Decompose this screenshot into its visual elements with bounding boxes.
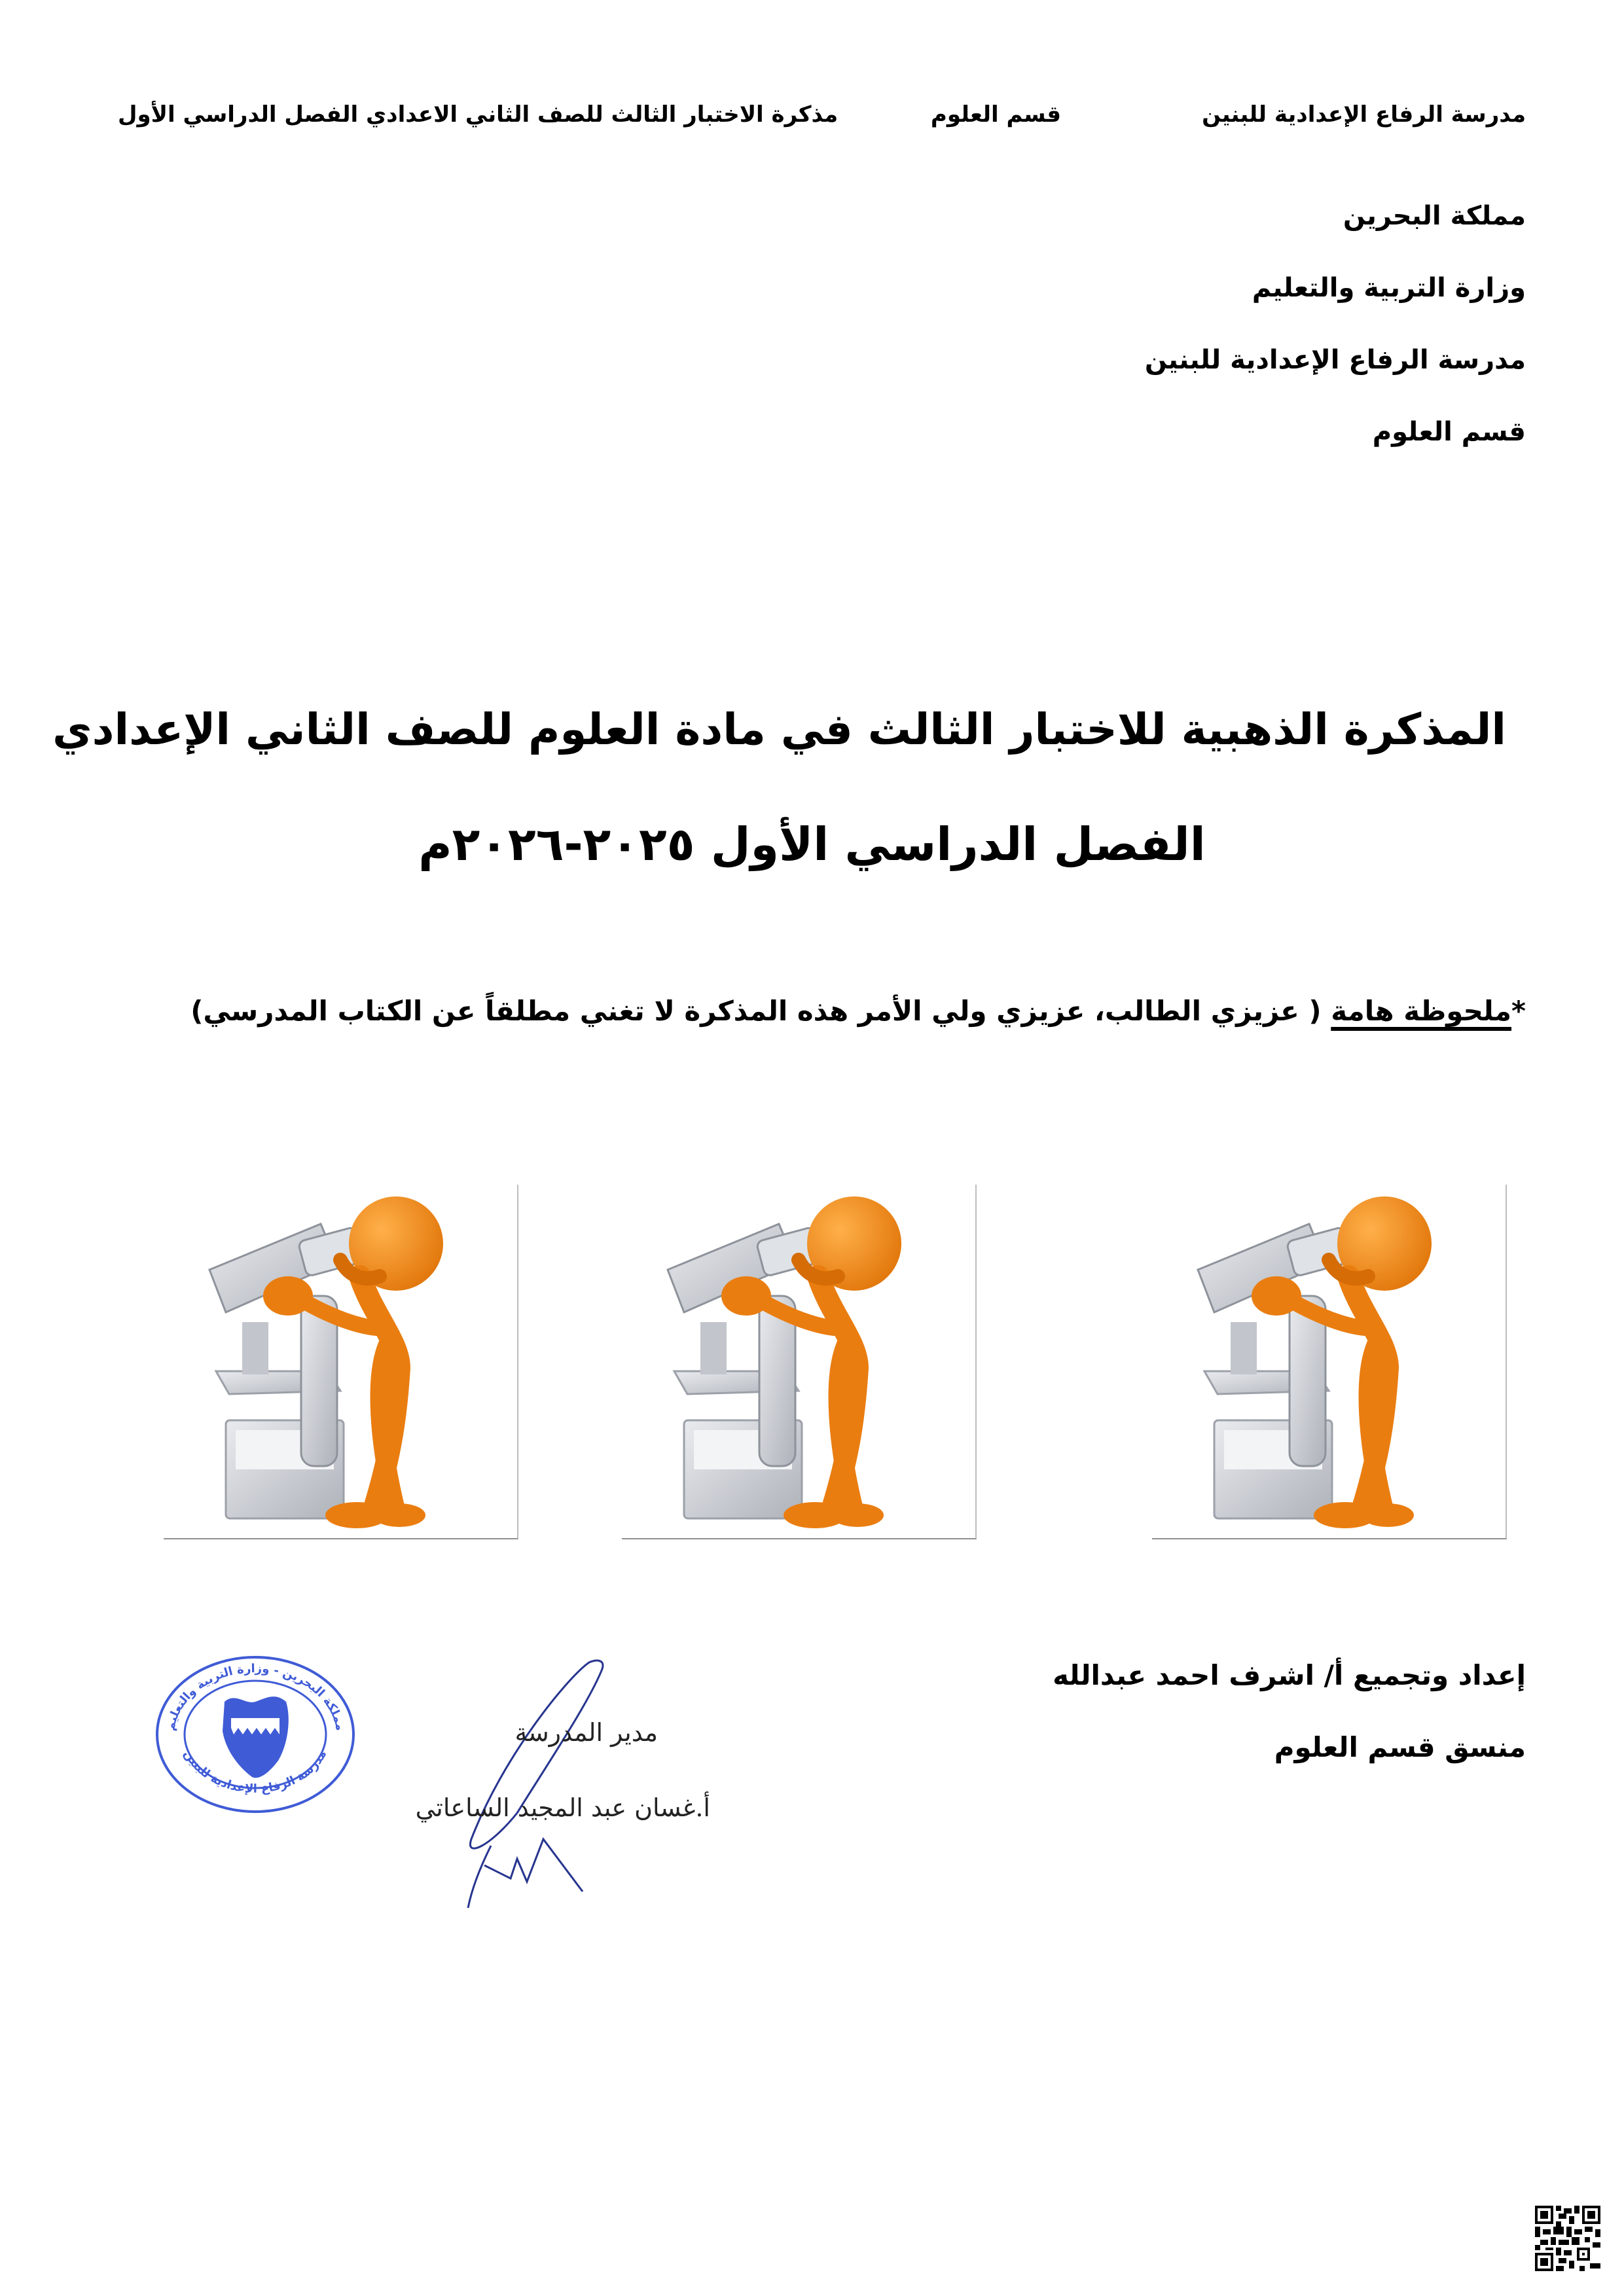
microscope-figure-icon xyxy=(164,1185,517,1538)
illustration-center xyxy=(622,1185,977,1539)
address-department: قسم العلوم xyxy=(1372,417,1526,447)
qr-code-icon xyxy=(1535,2206,1600,2271)
important-note xyxy=(190,988,1526,1034)
page-title: المذكرة الذهبية للاختبار الثالث في مادة العلوم للصف الثاني الإعدادي xyxy=(52,704,1506,755)
stamp-text-top: مملكة البحرين - وزارة التربية والتعليم xyxy=(163,1661,348,1732)
illustration-right xyxy=(1152,1185,1507,1539)
school-stamp xyxy=(147,1646,370,1820)
header-department: قسم العلوم xyxy=(930,101,1061,128)
prepared-by: إعداد وتجميع أ/ اشرف احمد عبدالله xyxy=(1053,1659,1526,1691)
address-country: مملكة البحرين xyxy=(1343,201,1526,231)
principal-name: أ.غسان عبد المجيد الساعاتي xyxy=(415,1793,710,1822)
microscope-figure-icon xyxy=(622,1185,975,1538)
bahrain-emblem-stamp-icon xyxy=(147,1646,370,1820)
illustration-left xyxy=(164,1185,518,1539)
stamp-text-bottom: مدرسة الرفاع الإعدادية للبنين xyxy=(181,1748,330,1796)
qr-code xyxy=(1535,2206,1600,2271)
note-text: ( عزيزي الطالب، عزيزي ولي الأمر هذه المذكرة لا تغني مطلقاً عن الكتاب المدرسي) xyxy=(190,995,1331,1027)
header-memo-title: مذكرة الاختبار الثالث للصف الثاني الاعدادي الفصل الدراسي الأول xyxy=(118,101,839,128)
principal-signature-block xyxy=(353,1649,720,1911)
address-school: مدرسة الرفاع الإعدادية للبنين xyxy=(1144,345,1526,375)
address-ministry: وزارة التربية والتعليم xyxy=(1252,273,1526,303)
prepared-by-role: منسق قسم العلوم xyxy=(1274,1731,1526,1763)
principal-title: مدير المدرسة xyxy=(514,1718,658,1747)
microscope-figure-icon xyxy=(1152,1185,1506,1538)
signature-scribble-icon xyxy=(353,1649,720,1911)
header-school-name: مدرسة الرفاع الإعدادية للبنين xyxy=(1202,101,1526,128)
note-prefix: * xyxy=(1511,995,1526,1027)
page-subtitle-semester: الفصل الدراسي الأول ٢٠٢٥-٢٠٢٦م xyxy=(418,817,1206,871)
note-label: ملحوظة هامة xyxy=(1331,995,1512,1027)
